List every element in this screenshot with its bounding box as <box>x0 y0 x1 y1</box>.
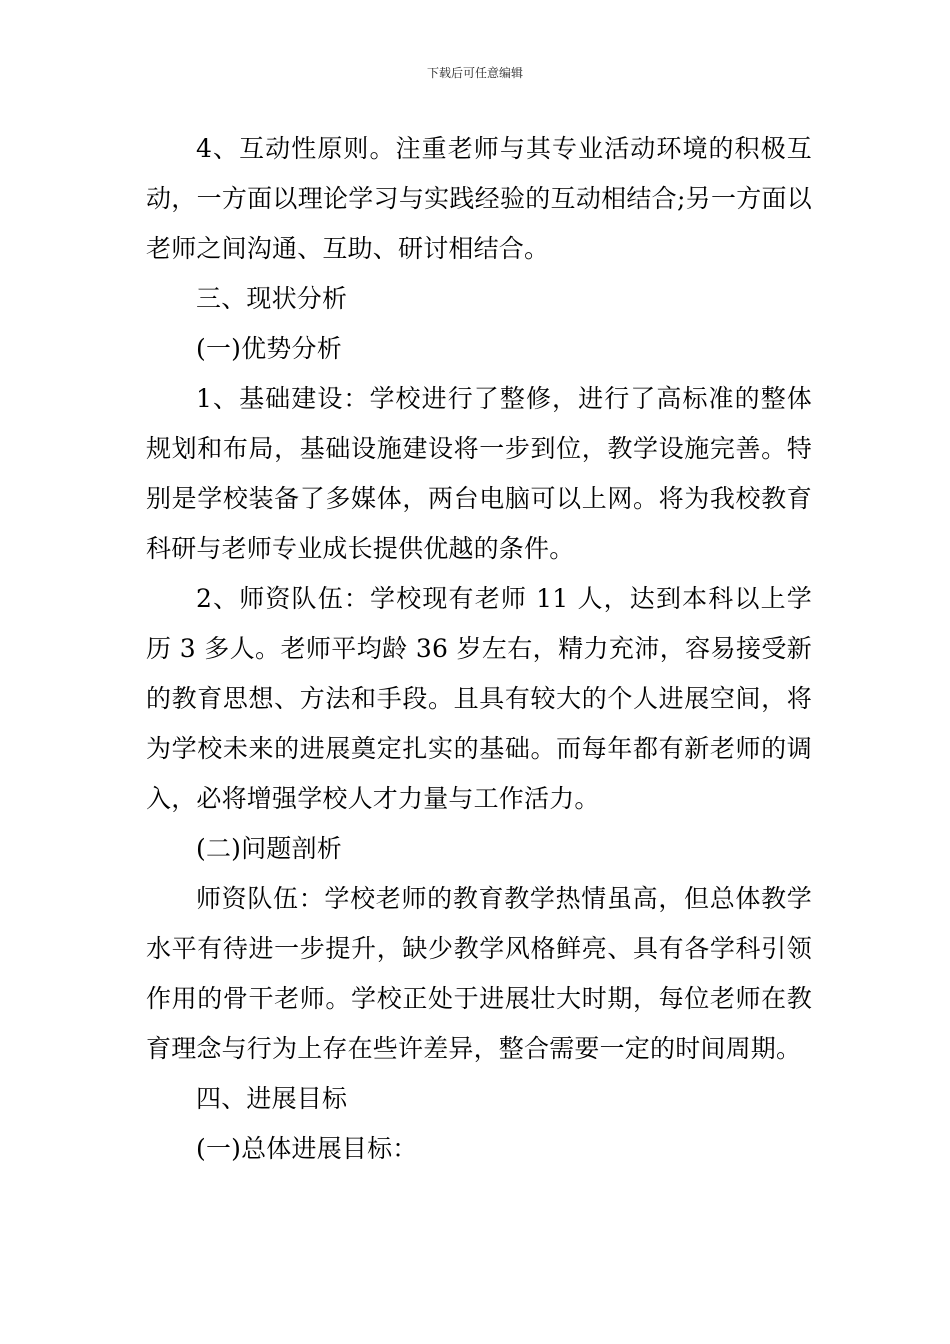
document-body <box>146 124 812 1174</box>
subsection-heading-overall-goals: (一)总体进展目标： <box>196 1134 418 1163</box>
page-header-note: 下载后可任意编辑 <box>426 66 523 80</box>
section-heading-goals: 四、进展目标 <box>196 1084 348 1113</box>
paragraph-infrastructure: 1、基础建设：学校进行了整修，进行了高标准的整体规划和布局，基础设施建设将一步到位，教学设施完善。特别是学校装备了多媒体，两台电脑可以上网。将为我校教育科研与老师专业成长提供优越的条件。 <box>146 384 812 563</box>
subsection-heading-problems: (二)问题剖析 <box>196 834 342 863</box>
paragraph-teaching-staff: 2、师资队伍：学校现有老师 11 人，达到本科以上学历 3 多人。老师平均龄 36 岁左右，精力充沛，容易接受新的教育思想、方法和手段。且具有较大的个人进展空间，将为学校未来的进展奠定扎实的基础。而每年都有新老师的调入，必将增强学校人才力量与工作活力。 <box>146 584 812 813</box>
section-heading-status-analysis: 三、现状分析 <box>196 284 348 313</box>
subsection-heading-advantages: (一)优势分析 <box>196 334 342 363</box>
paragraph-interaction-principle: 4、互动性原则。注重老师与其专业活动环境的积极互动，一方面以理论学习与实践经验的互动相结合;另一方面以老师之间沟通、互助、研讨相结合。 <box>146 134 812 263</box>
paragraph-staff-problems: 师资队伍：学校老师的教育教学热情虽高，但总体教学水平有待进一步提升，缺少教学风格鲜亮、具有各学科引领作用的骨干老师。学校正处于进展壮大时期，每位老师在教育理念与行为上存在些许差异，整合需要一定的时间周期。 <box>146 884 812 1063</box>
